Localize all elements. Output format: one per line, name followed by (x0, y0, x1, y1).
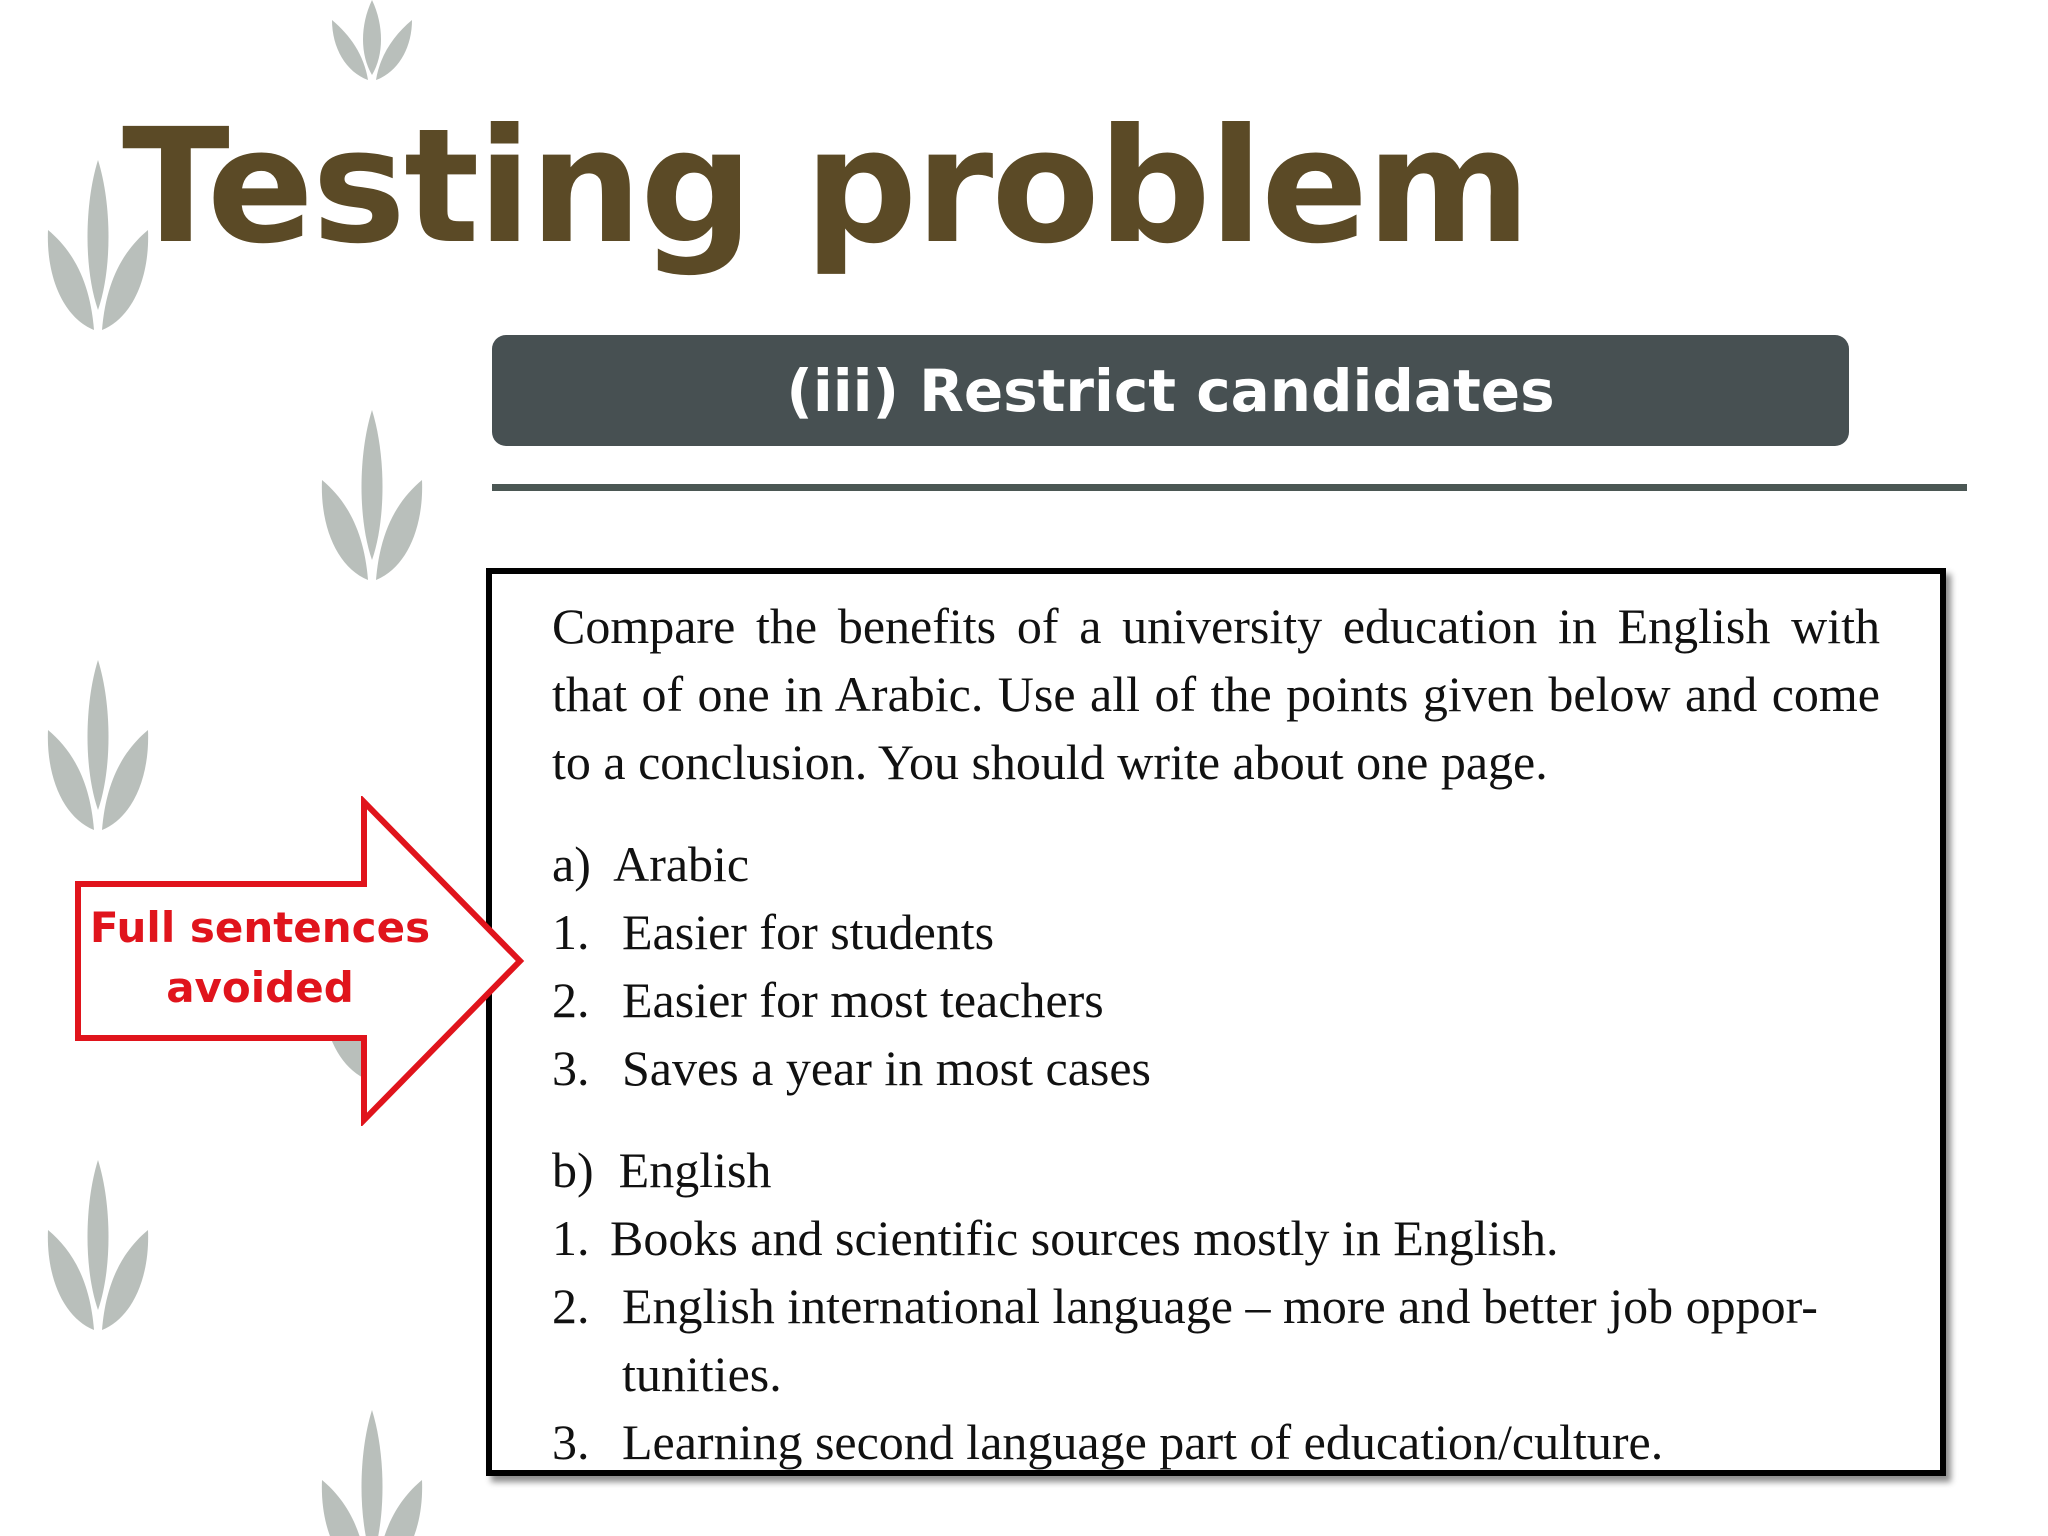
callout-label (80, 898, 440, 1018)
list-item (552, 1204, 1880, 1272)
list-item-text: English international language – more and better job oppor-tunities. (622, 1278, 1818, 1402)
list-item-number: 2. (552, 972, 590, 1028)
list-item-text: Saves a year in most cases (622, 1040, 1152, 1096)
leaf-decoration-icon (312, 0, 432, 100)
section-heading: b) English (552, 1142, 772, 1198)
spacer (552, 1102, 1880, 1136)
section-heading: a) Arabic (552, 836, 750, 892)
list-item-text: Easier for most teachers (622, 972, 1104, 1028)
list-item-text: Easier for students (622, 904, 995, 960)
list-item-number: 3. (552, 1414, 590, 1470)
list-item-number: 3. (552, 1040, 590, 1096)
list-item-text: Books and scientific sources mostly in English. (610, 1210, 1559, 1266)
subtitle-text: (iii) Restrict candidates (786, 356, 1555, 425)
list-item (552, 1408, 1880, 1476)
divider (492, 484, 1967, 491)
callout-line: Full sentences (89, 903, 431, 952)
list-item-number: 1. (552, 1210, 590, 1266)
leaf-decoration-icon (312, 1410, 432, 1536)
list-item-text: Learning second language part of education/culture. (622, 1414, 1664, 1470)
list-item (552, 1034, 1880, 1102)
list-item (552, 1272, 1880, 1408)
page-title: Testing problem (122, 95, 1529, 279)
task-instructions: Compare the benefits of a university education in English with that of one in Arabic. Use all of the points given below and come to a conclusion. You should write about one page. (552, 598, 1880, 790)
subtitle-banner (492, 335, 1849, 446)
leaf-decoration-icon (38, 1160, 158, 1350)
leaf-decoration-icon (312, 410, 432, 600)
callout-line: avoided (166, 963, 354, 1012)
list-item (552, 966, 1880, 1034)
task-prompt-box (486, 568, 1946, 1476)
list-item-number: 1. (552, 904, 590, 960)
list-item-number: 2. (552, 1278, 590, 1334)
list-item (552, 898, 1880, 966)
